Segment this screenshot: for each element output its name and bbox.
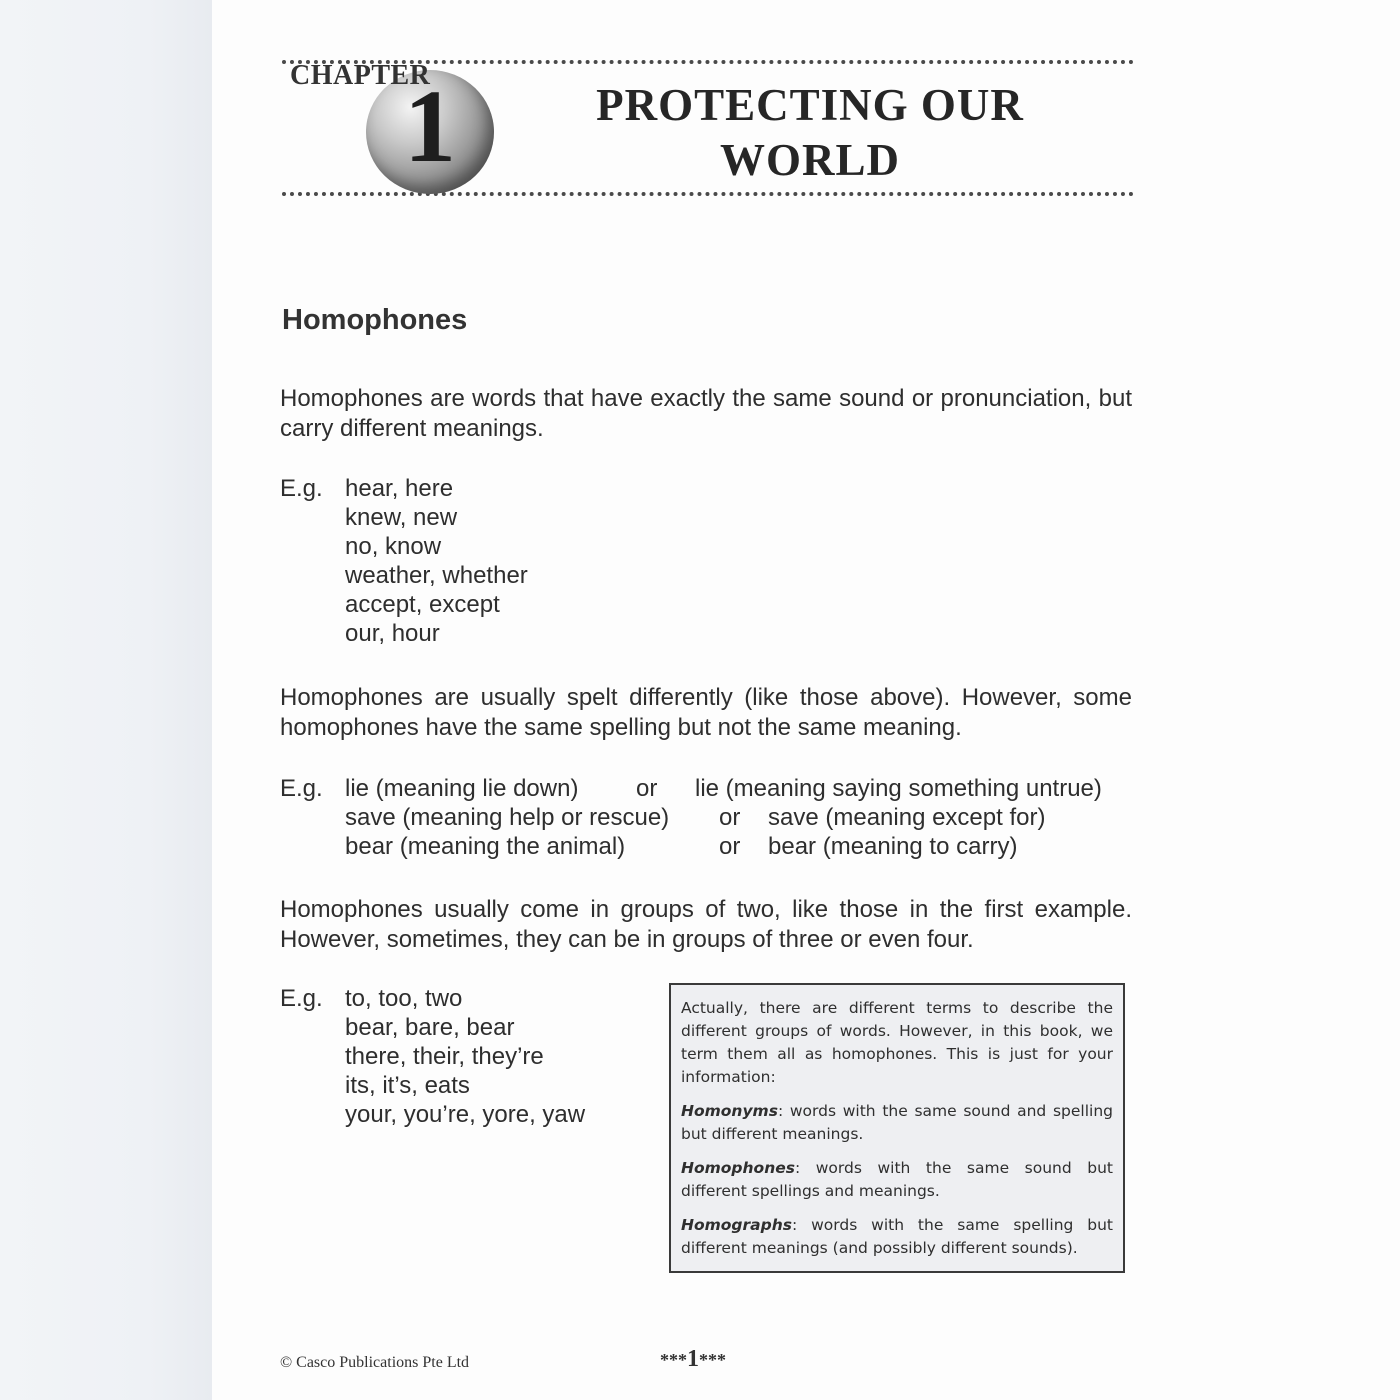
list-item: your, you’re, yore, yaw	[345, 1101, 586, 1128]
list-item: bear, bare, bear	[345, 1014, 515, 1041]
info-box-intro: Actually, there are different terms to describe the different groups of words. However, in this book, we term them all as homophones. This is just for your information:	[681, 999, 1113, 1086]
chapter-number: 1	[404, 69, 456, 184]
list-item: to, too, two	[345, 985, 463, 1012]
definition-homonyms	[681, 1100, 1113, 1146]
term-label: Homophones	[681, 1159, 795, 1177]
term-definition: : words with the same sound and spelling but different meanings.	[681, 1102, 1113, 1143]
term-definition: : words with the same sound but different spellings and meanings.	[681, 1159, 1113, 1200]
list-item: its, it’s, eats	[345, 1072, 470, 1099]
example-label-2: E.g.	[280, 775, 323, 802]
info-box	[669, 983, 1125, 1273]
intro-paragraph: Homophones are words that have exactly the same sound or pronunciation, but carry different meanings.	[280, 385, 1132, 442]
list-item: there, their, they’re	[345, 1043, 544, 1070]
pair-right: lie (meaning saying something untrue)	[695, 775, 1102, 802]
list-item: accept, except	[345, 591, 500, 618]
example-label-1: E.g.	[280, 475, 323, 502]
page-number-suffix: ***	[699, 1350, 726, 1370]
pair-left: lie (meaning lie down)	[345, 775, 579, 802]
list-item: hear, here	[345, 475, 454, 502]
example-list-3	[345, 984, 585, 1129]
pair-or: or	[719, 804, 741, 831]
term-label: Homonyms	[681, 1102, 778, 1120]
pair-left: bear (meaning the animal)	[345, 833, 626, 860]
paragraph-3: Homophones usually come in groups of two, like those in the first example. However, sometimes, they can be in groups of three or even four.	[280, 896, 1132, 953]
term-definition: : words with the same spelling but different meanings (and possibly different sounds).	[681, 1216, 1113, 1257]
pair-right: save (meaning except for)	[768, 804, 1046, 831]
list-item: knew, new	[345, 504, 458, 531]
page-number-prefix: ***	[660, 1350, 687, 1370]
paragraph-2: Homophones are usually spelt differently (like those above). However, some homophones have the same spelling but not the same meaning.	[280, 684, 1132, 741]
chapter-label: CHAPTER	[290, 60, 431, 91]
list-item: no, know	[345, 533, 442, 560]
definition-homophones	[681, 1157, 1113, 1203]
definition-homographs	[681, 1214, 1113, 1260]
term-label: Homographs	[681, 1216, 792, 1234]
section-heading: Homophones	[282, 304, 468, 336]
example-label-3: E.g.	[280, 985, 323, 1012]
chapter-title-line1: PROTECTING OUR	[596, 80, 1024, 130]
example-list-1	[345, 474, 528, 648]
chapter-title	[540, 78, 1080, 188]
chapter-title-line2: WORLD	[719, 135, 900, 185]
pair-right: bear (meaning to carry)	[768, 833, 1018, 860]
pair-or: or	[636, 775, 658, 802]
copyright-notice: © Casco Publications Pte Ltd	[280, 1354, 470, 1371]
list-item: our, hour	[345, 620, 440, 647]
page-number-value: 1	[687, 1346, 699, 1372]
page-number	[660, 1346, 726, 1373]
list-item: weather, whether	[345, 562, 528, 589]
pair-left: save (meaning help or rescue)	[345, 804, 670, 831]
scan-margin	[0, 0, 212, 1400]
header-dotted-rule-bottom	[282, 192, 1134, 196]
pair-or: or	[719, 833, 741, 860]
